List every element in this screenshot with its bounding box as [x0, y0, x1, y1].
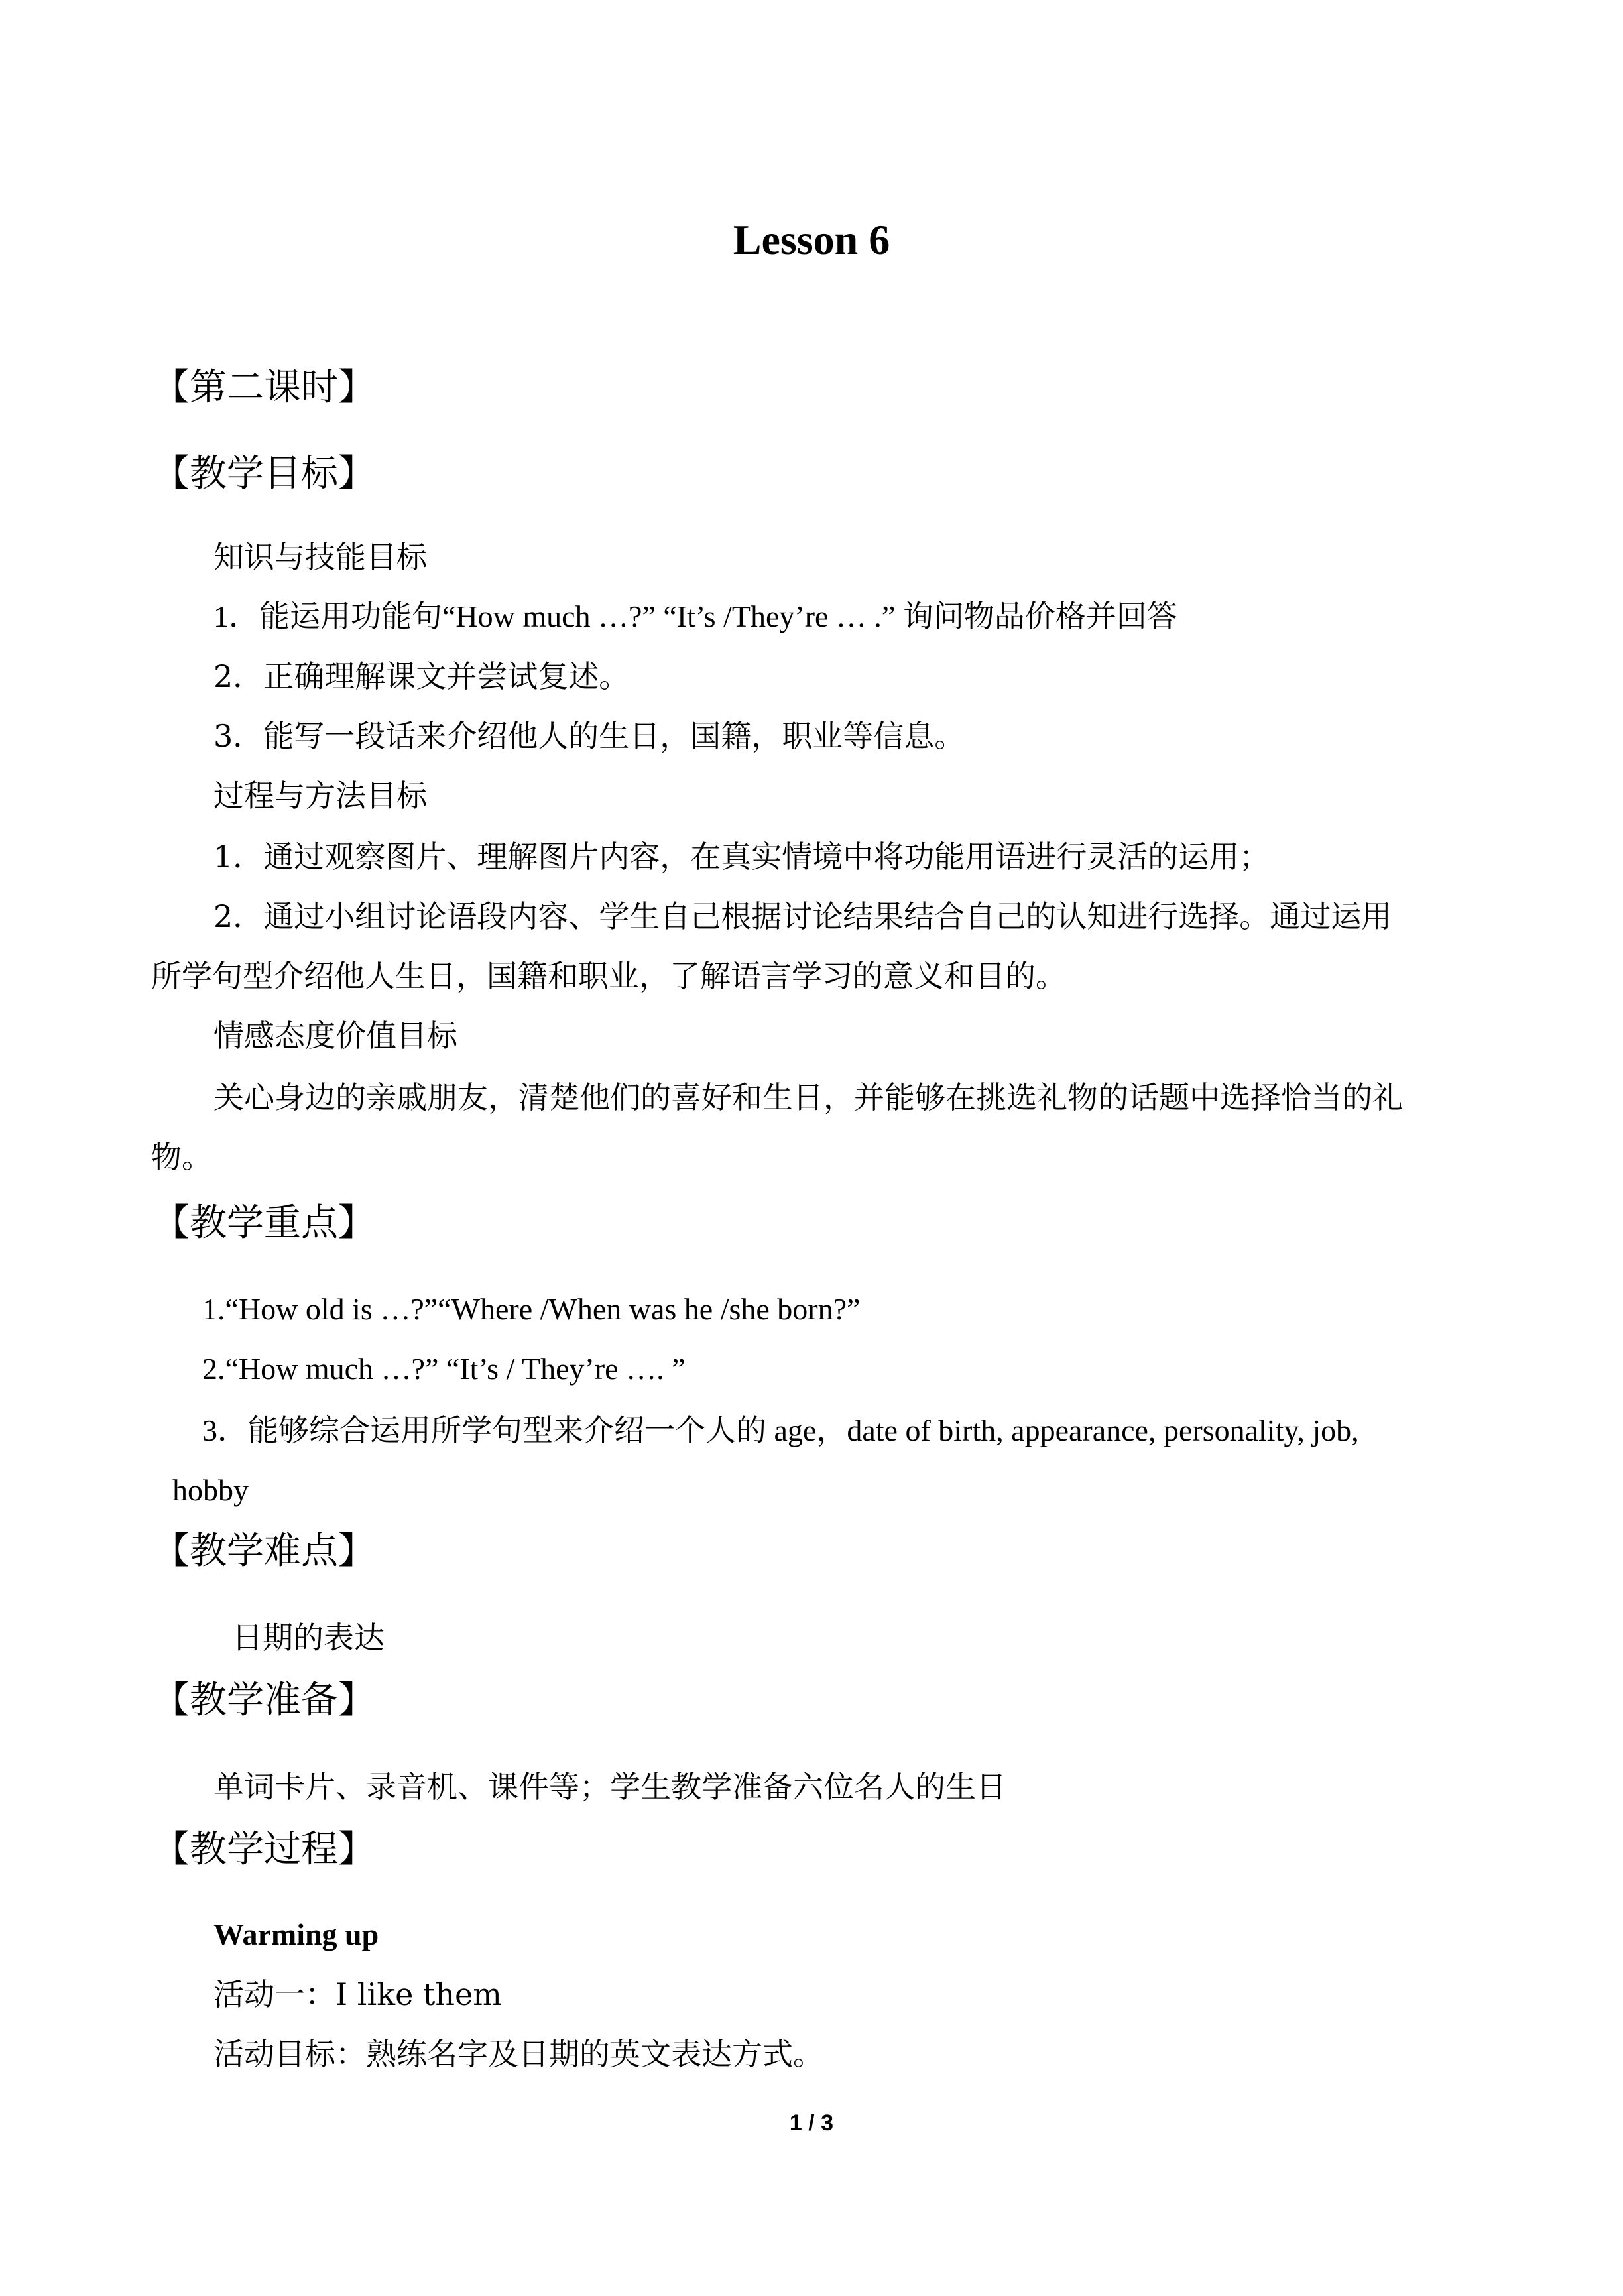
difficult-points-text: 日期的表达	[232, 1620, 385, 1656]
knowledge-item-3: 3．能写一段话来介绍他人的生日，国籍，职业等信息。	[213, 718, 965, 754]
process-item-2-line-1: 2．通过小组讨论语段内容、学生自己根据讨论结果结合自己的认知进行选择。通过运用	[213, 898, 1392, 934]
key-point-1: 1.“How old is …?”“Where /When was he /she born?”	[202, 1292, 861, 1326]
lesson-title: Lesson 6	[733, 216, 890, 263]
difficult-points-heading: 【教学难点】	[152, 1530, 375, 1573]
process-item-1: 1．通过观察图片、理解图片内容，在真实情境中将功能用语进行灵活的运用；	[213, 839, 1270, 875]
key-point-3-line-1: 3．能够综合运用所学句型来介绍一个人的 age，date of birth, appearance, personality, job,	[202, 1414, 1359, 1447]
process-item-2-line-2: 所学句型介绍他人生日，国籍和职业，了解语言学习的意义和目的。	[151, 958, 1066, 994]
emotion-heading: 情感态度价值目标	[213, 1018, 457, 1054]
process-heading: 过程与方法目标	[213, 778, 427, 814]
emotion-line-1: 关心身边的亲戚朋友，清楚他们的喜好和生日，并能够在挑选礼物的话题中选择恰当的礼	[213, 1079, 1403, 1115]
key-points-heading: 【教学重点】	[152, 1201, 375, 1244]
page-number: 1 / 3	[789, 2110, 834, 2136]
knowledge-heading: 知识与技能目标	[213, 539, 427, 575]
warming-up-label: Warming up	[213, 1917, 379, 1951]
emotion-line-2: 物。	[151, 1139, 212, 1175]
preparation-heading: 【教学准备】	[152, 1679, 375, 1722]
activity-goal-text: 活动目标：熟练名字及日期的英文表达方式。	[213, 2036, 823, 2072]
process-section-heading: 【教学过程】	[152, 1828, 375, 1871]
period-heading: 【第二课时】	[152, 366, 375, 409]
activity-1-label: 活动一：I like them	[213, 1976, 502, 2012]
knowledge-item-1: 1．能运用功能句“How much …?” “It’s /They’re … .” 询问物品价格并回答	[213, 599, 1177, 633]
key-point-3-line-2: hobby	[172, 1473, 249, 1507]
knowledge-item-2: 2．正确理解课文并尝试复述。	[213, 658, 630, 694]
objectives-heading: 【教学目标】	[152, 452, 375, 495]
key-point-2: 2.“How much …?” “It’s / They’re …. ”	[202, 1352, 686, 1386]
preparation-text: 单词卡片、录音机、课件等；学生教学准备六位名人的生日	[213, 1769, 1006, 1805]
